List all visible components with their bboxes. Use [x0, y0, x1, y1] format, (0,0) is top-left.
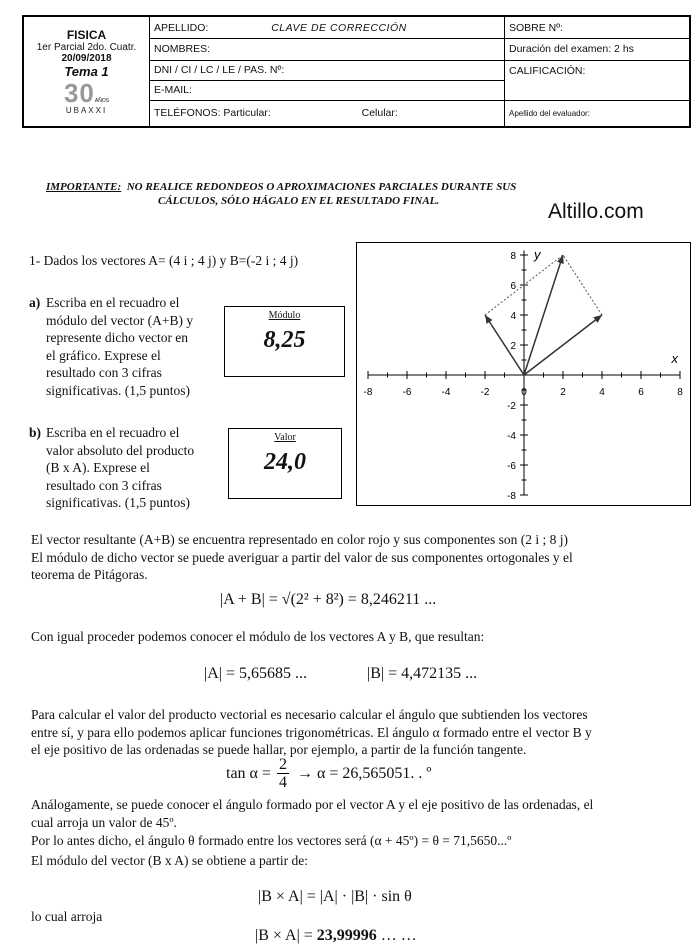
solution-paragraph-6: El módulo del vector (B x A) se obtiene a partir de: — [31, 853, 309, 868]
equation-sum-modulus: |A + B| = √(2² + 8²) = 8,246211 ... — [220, 591, 437, 608]
solution-paragraph-3: Para calcular el valor del producto vectorial es necesario calcular el ángulo que subtienden los vectores entre sí, y para ello podemos aplicar funciones trigonométricas. El ángulo α formado entre el vector B y el eje positivo de las ordenadas se puede hallar, por ejemplo, a partir de la función tangente. — [31, 707, 592, 757]
email-field: E-MAIL: — [150, 80, 505, 100]
answer-value-valor: 24,0 — [264, 449, 306, 475]
x-tick-label: -4 — [441, 387, 451, 398]
x-tick-label: -6 — [402, 387, 412, 398]
header-left-cell — [23, 16, 150, 127]
subject-title: FISICA — [66, 28, 107, 42]
x-axis-label: x — [671, 351, 678, 366]
solution-paragraph-5: Por lo antes dicho, el ángulo θ formado entre los vectores será (α + 45º) = θ = 71,5650...º — [31, 833, 512, 848]
vector-a — [524, 315, 602, 375]
x-tick-label: -8 — [363, 387, 373, 398]
telefonos-field: TELÉFONOS: Particular: Celular: — [150, 100, 505, 127]
nombres-field: NOMBRES: — [150, 39, 505, 61]
y-tick-label: -8 — [507, 491, 516, 502]
vector-b — [485, 315, 524, 375]
part-text-line: resultado con 3 cifras — [46, 365, 162, 380]
evaluador-field: Apellido del evaluador: — [505, 100, 691, 127]
fraction: $\frac{2}{4}$ — [278, 756, 287, 791]
problem-statement: 1- Dados los vectores A= (4 i ; 4 j) y B=(-2 i ; 4 j) — [29, 253, 299, 268]
y-tick-label: -4 — [507, 431, 516, 442]
part-text-line: el gráfico. Exprese el — [46, 347, 161, 363]
part-text-line: Escriba en el recuadro el — [46, 295, 180, 310]
equation-tangent: tan α = $\frac{2}{4}$ → α = 26,565051. . º — [226, 756, 432, 791]
solution-paragraph-2: Con igual proceder podemos conocer el módulo de los vectores A y B, que resultan: — [31, 629, 485, 644]
part-b-text — [46, 424, 194, 512]
part-b: b) Escriba en el recuadro el valor absoluto del producto (B x A). Exprese el resultado con 3 cifras significativas. (1,5 puntos) — [29, 425, 195, 510]
y-tick-label: 2 — [510, 341, 516, 352]
y-tick-label: 6 — [510, 281, 516, 292]
apellido-field: APELLIDO: CLAVE DE CORRECCIÓN — [150, 16, 505, 39]
solution-paragraph-1: El vector resultante (A+B) se encuentra representado en color rojo y sus componentes son (2 i ; 8 j) El módulo de dicho vector se puede averiguar a partir del valor de sus componentes ortogonales y el teorema de Pitágoras. — [31, 532, 573, 582]
y-tick-label: 4 — [510, 311, 516, 322]
x-tick-label: 0 — [521, 387, 527, 398]
apellido-value: CLAVE DE CORRECCIÓN — [271, 21, 407, 34]
part-text-line: significativas. (1,5 puntos) — [46, 495, 190, 510]
part-text-line: valor absoluto del producto — [46, 442, 195, 458]
tema-label: Tema 1 — [64, 64, 109, 79]
important-note: IMPORTANTE: NO REALICE REDONDEOS O APROXIMACIONES PARCIALES DURANTE SUS CÁLCULOS, SÓLO HÁGALO EN EL RESULTADO FINAL. — [46, 181, 517, 207]
part-text-line: (B x A). Exprese el — [46, 460, 150, 475]
x-tick-label: 6 — [638, 387, 644, 398]
vector-graph — [356, 242, 691, 506]
vector-sum — [524, 255, 563, 375]
part-a-text — [46, 294, 193, 399]
part-text-line: represente dicho vector en — [46, 330, 189, 345]
equation-modulus-a: |A| = 5,65685 ... — [204, 665, 307, 682]
part-text-line: resultado con 3 cifras — [46, 477, 162, 493]
x-tick-label: 4 — [599, 387, 605, 398]
part-a: a) Escriba en el recuadro el módulo del vector (A+B) y represente dicho vector en el gráfico. Exprese el resultado con 3 cifras significativas. (1,5 puntos) — [29, 295, 194, 398]
x-tick-label: 2 — [560, 387, 566, 398]
equation-cross-result: |B × A| = 23,99996 … … — [255, 927, 417, 944]
graph-svg — [357, 243, 690, 505]
y-tick-label: -6 — [507, 461, 516, 472]
equation-modulus-b: |B| = 4,472135 ... — [367, 665, 478, 682]
calificacion-field: CALIFICACIÓN: — [505, 60, 691, 100]
part-text-line: significativas. (1,5 puntos) — [46, 382, 190, 398]
x-tick-label: -2 — [480, 387, 490, 398]
duracion-field: Duración del examen: 2 hs — [505, 39, 691, 61]
solution-paragraph-4: Análogamente, se puede conocer el ángulo formado por el vector A y el eje positivo de las ordenadas, el cual arroja un valor de 45º. — [31, 797, 594, 830]
part-text-line: Escriba en el recuadro el — [46, 425, 180, 440]
solution-paragraph-7: lo cual arroja — [31, 909, 103, 924]
vector-a-head — [593, 315, 602, 323]
part-text-line: módulo del vector (A+B) y — [46, 312, 194, 328]
answer-value-modulo: 8,25 — [263, 327, 306, 353]
answer-box-modulo[interactable]: Módulo 8,25 — [224, 306, 345, 377]
dotted-guide — [563, 255, 602, 315]
dni-field: DNI / CI / LC / LE / PAS. Nº: — [150, 60, 505, 80]
watermark: Altillo.com — [548, 200, 644, 223]
y-tick-label: 8 — [510, 251, 516, 262]
x-tick-label: 8 — [677, 387, 683, 398]
sobre-field: SOBRE Nº: — [505, 16, 691, 39]
exam-header — [22, 15, 691, 128]
vector-b-head — [485, 315, 492, 324]
y-axis-label: y — [534, 247, 541, 262]
exam-date: 20/09/2018 — [61, 53, 112, 64]
y-tick-label: -2 — [507, 401, 516, 412]
ubaxxi-logo: 30AÑOS UBAXXI — [63, 78, 110, 115]
exam-label: 1er Parcial 2do. Cuatr. — [36, 42, 137, 53]
answer-box-valor[interactable]: Valor 24,0 — [228, 428, 342, 499]
vector-sum-head — [557, 255, 564, 264]
equation-cross-formula: |B × A| = |A| · |B| · sin θ — [258, 888, 412, 905]
